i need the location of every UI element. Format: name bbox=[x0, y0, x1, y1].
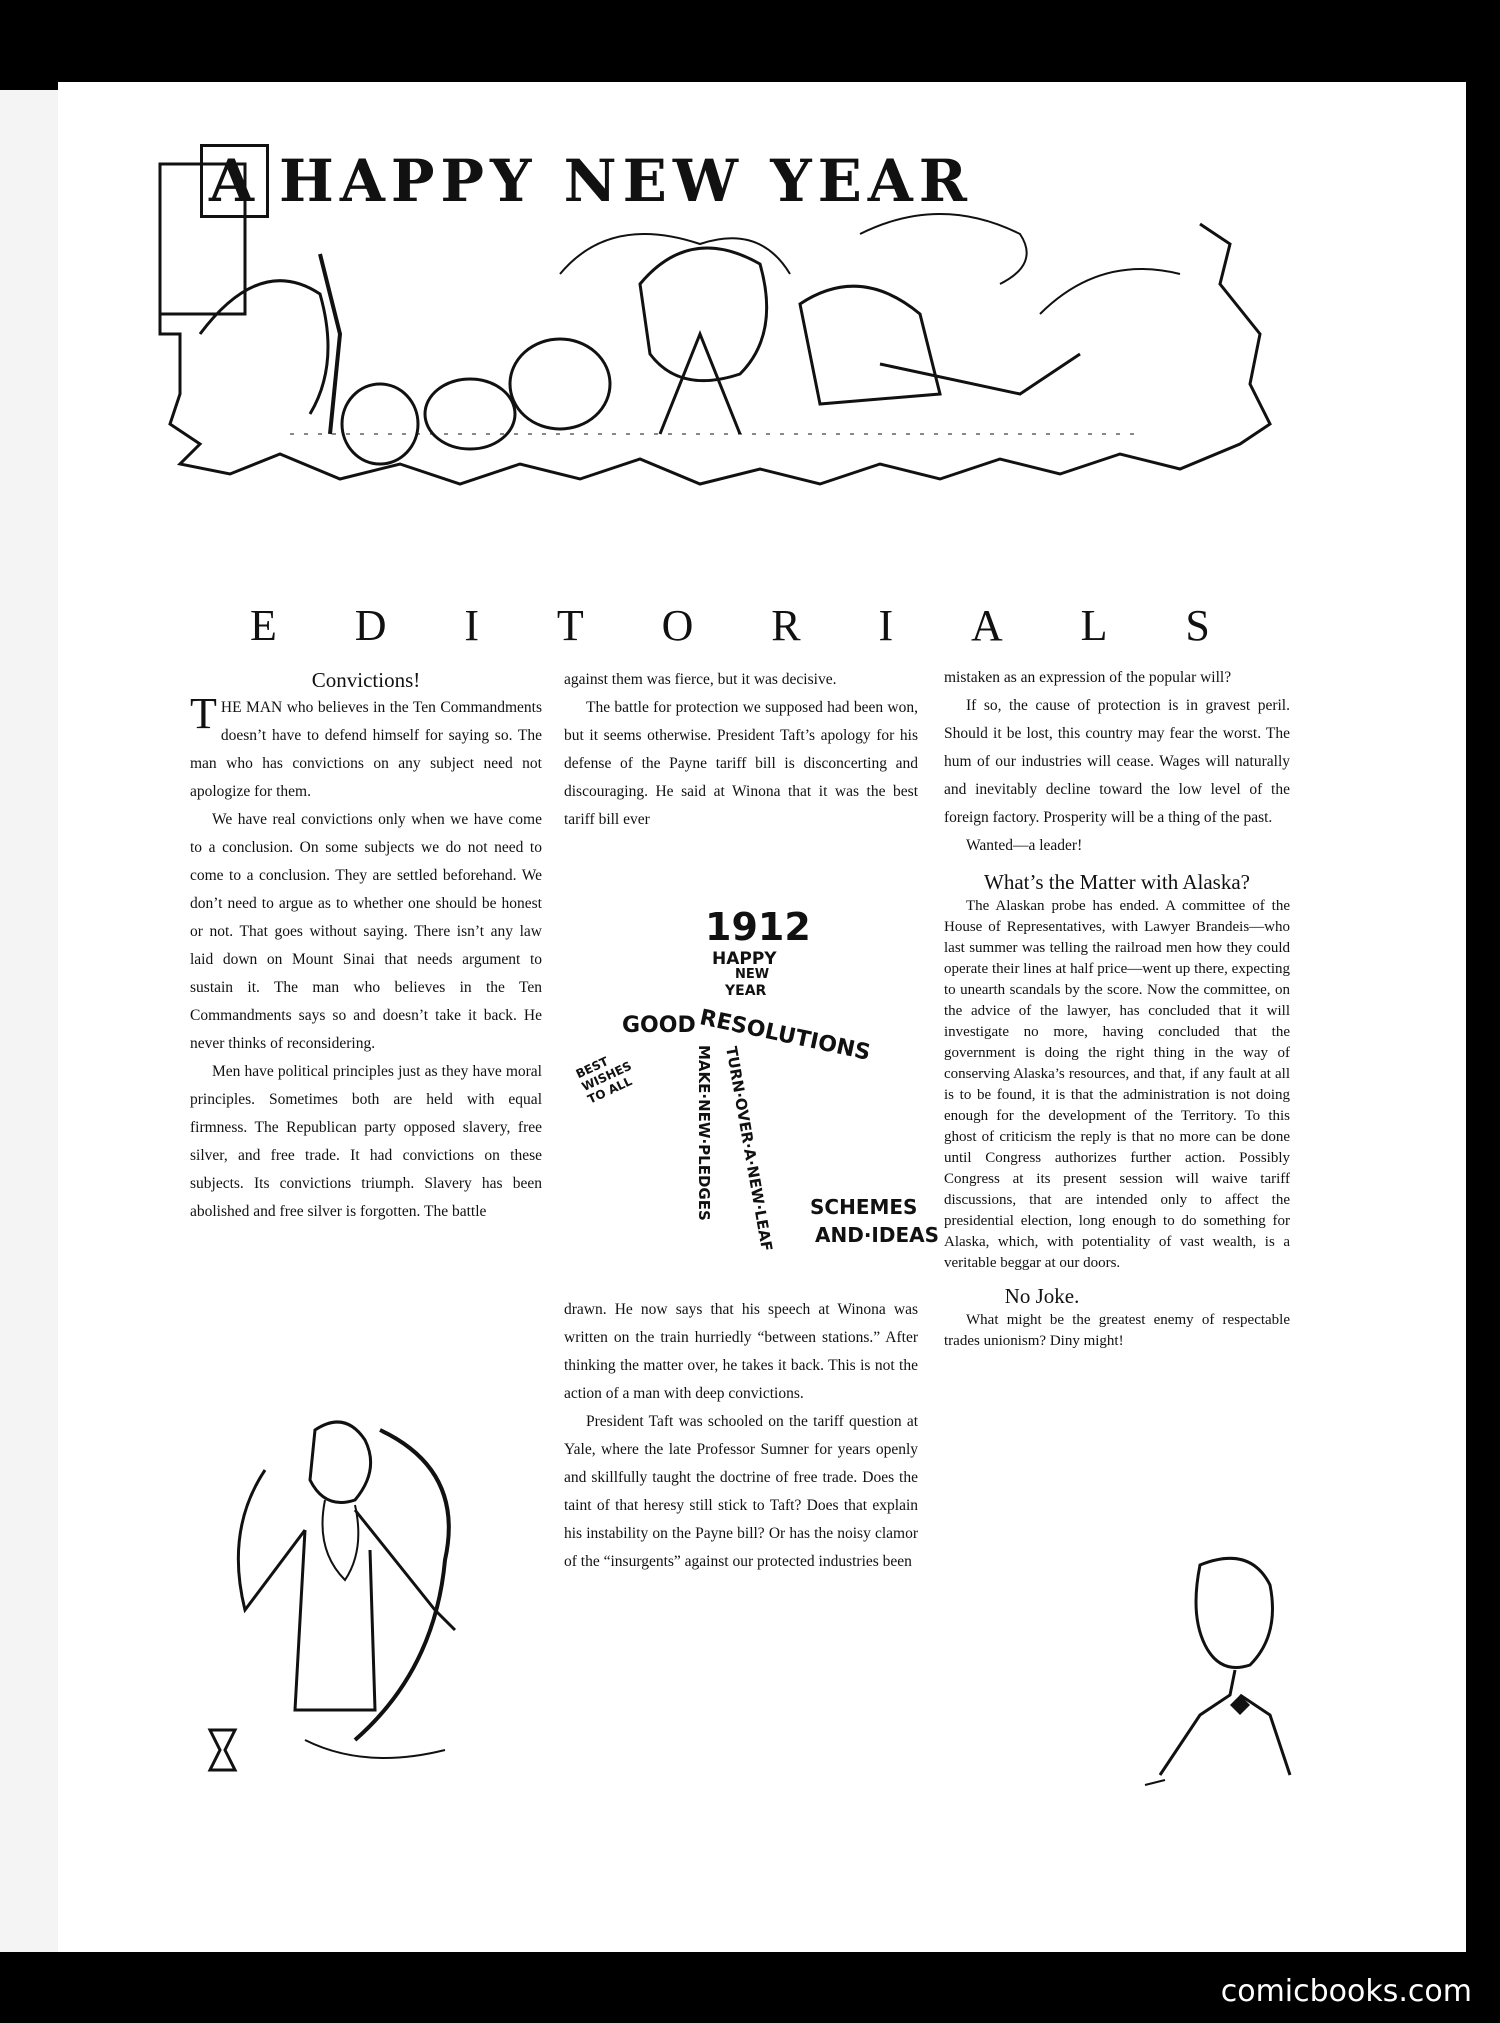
figure-make-pledges: MAKE·NEW·PLEDGES bbox=[695, 1045, 713, 1221]
figure-resolutions: RESOLUTIONS bbox=[697, 1005, 873, 1066]
figure-best-wishes: BEST WISHES TO ALL bbox=[573, 1054, 635, 1107]
section-title-letter: A bbox=[971, 601, 1003, 650]
banner-title bbox=[200, 144, 973, 218]
alaska-heading: What’s the Matter with Alaska? bbox=[984, 870, 1250, 894]
figure-happy: HAPPY bbox=[712, 949, 777, 969]
column-1 bbox=[190, 666, 542, 1226]
facing-page-edge bbox=[0, 90, 60, 1952]
figure-good: GOOD bbox=[622, 1013, 696, 1038]
col2-paragraph-1: against them was fierce, but it was decisive. bbox=[564, 671, 837, 688]
col3-paragraph-1: mistaken as an expression of the popular will? bbox=[944, 669, 1232, 686]
section-title-letter: S bbox=[1185, 601, 1210, 650]
section-title-letter: D bbox=[354, 601, 387, 650]
section-title-editorials bbox=[250, 600, 1210, 651]
convictions-paragraph-1 bbox=[190, 689, 542, 806]
figure-and-ideas: AND·IDEAS bbox=[815, 1223, 940, 1247]
portrait-sketch-illustration bbox=[1140, 1545, 1320, 1795]
col3-paragraph-2: If so, the cause of protection is in gravest peril. Should it be lost, this country may fear the worst. The hum of our industries will cease. Wages will naturally and inevitably decline toward the low level of the foreign factory. Prosperity will be a thing of the past. bbox=[944, 697, 1290, 826]
col3-paragraph-3: Wanted—a leader! bbox=[966, 837, 1083, 854]
col2-paragraph-3: drawn. He now says that his speech at Winona was written on the train hurriedly “between stations.” After thinking the matter over, he takes it back. This is not the action of a man with deep convictions. bbox=[564, 1301, 918, 1402]
section-title-letter: I bbox=[878, 601, 894, 650]
convictions-heading: Convictions! bbox=[311, 668, 421, 692]
figure-year: 1912 bbox=[705, 905, 811, 949]
drop-cap: T bbox=[190, 689, 217, 738]
column-2-lower bbox=[564, 1296, 918, 1576]
column-3 bbox=[944, 664, 1290, 1352]
section-title-letter: T bbox=[556, 601, 584, 650]
section-title-letter: I bbox=[464, 601, 480, 650]
section-title-letter: O bbox=[661, 601, 694, 650]
watermark: comicbooks.com bbox=[1220, 1974, 1472, 2009]
figure-new: NEW bbox=[735, 967, 770, 982]
father-time-illustration bbox=[205, 1410, 525, 1785]
section-title-letter: L bbox=[1080, 601, 1108, 650]
convictions-paragraph-3: Men have political principles just as they have moral principles. Sometimes both are held with equal firmness. The Republican party opposed slavery, free silver, and free trade. It had convictions on these subjects. Its convictions triumph. Slavery has been abolished and free silver is forgotten. The battle bbox=[190, 1063, 542, 1220]
alaska-paragraph: The Alaskan probe has ended. A committee of the House of Representatives, with Lawyer Brandeis—who last summer was telling the railroad men how they could operate their lines at half price—went up there, expecting to unearth scandals by the score. Now the committee, on the advice of the lawyer, has concluded that it will investigate no more, having concluded that the government is doing the right thing in the way of conserving Alaska’s resources, and that, if any fault at all is to be found, it is that the administration is not doing enough for the development of the Territory. To this ghost of criticism the reply is that no more can be done until Congress authorizes further action. Possibly Congress at its present session will waive tariff discussions, that are intended only to affect the presidential election, long enough to do something for Alaska, which, with potentiality of vast wealth, is a veritable beggar at our doors. bbox=[944, 898, 1290, 1271]
col2-paragraph-4: President Taft was schooled on the tariff question at Yale, where the late Professor Sumner for years openly and skillfully taught the doctrine of free trade. Does the taint of that heresy still stick to Taft? Does that explain his instability on the Payne bill? Or has the noisy clamor of the “insurgents” against our protected industries been bbox=[564, 1413, 918, 1570]
convictions-p1-text: HE MAN who believes in the Ten Commandments doesn’t have to defend himself for saying so. The man who has convictions on any subject need not apologize for them. bbox=[190, 699, 542, 800]
figure-turn-over: TURN·OVER·A·NEW·LEAF bbox=[722, 1045, 776, 1253]
section-title-letter: E bbox=[250, 601, 277, 650]
convictions-paragraph-2: We have real convictions only when we have come to a conclusion. On some subjects we do not need to come to a conclusion. They are settled beforehand. We don’t need to argue as to whether one should be honest or not. That goes without saying. There isn’t any law laid down on Mount Sinai that needs argument to sustain it. The man who believes in the Ten Commandments says so and doesn’t take it back. He never thinks of reconsidering. bbox=[190, 811, 542, 1052]
resolutions-figure bbox=[560, 905, 940, 1265]
no-joke-paragraph: What might be the greatest enemy of respectable trades unionism? Diny might! bbox=[944, 1312, 1290, 1349]
banner-letter-a: A bbox=[200, 144, 269, 218]
col2-paragraph-2: The battle for protection we supposed had been won, but it seems otherwise. President Taft’s apology for his defense of the Payne tariff bill is disconcerting and discouraging. He said at Winona that it was the best tariff bill ever bbox=[564, 699, 918, 828]
figure-schemes: SCHEMES bbox=[810, 1195, 918, 1219]
banner-title-text: HAPPY NEW YEAR bbox=[279, 147, 974, 215]
new-year-banner bbox=[140, 134, 1275, 497]
figure-year-word: YEAR bbox=[725, 983, 767, 999]
section-title-letter: R bbox=[771, 601, 801, 650]
no-joke-heading: No Joke. bbox=[1004, 1284, 1080, 1308]
column-2 bbox=[564, 666, 918, 834]
